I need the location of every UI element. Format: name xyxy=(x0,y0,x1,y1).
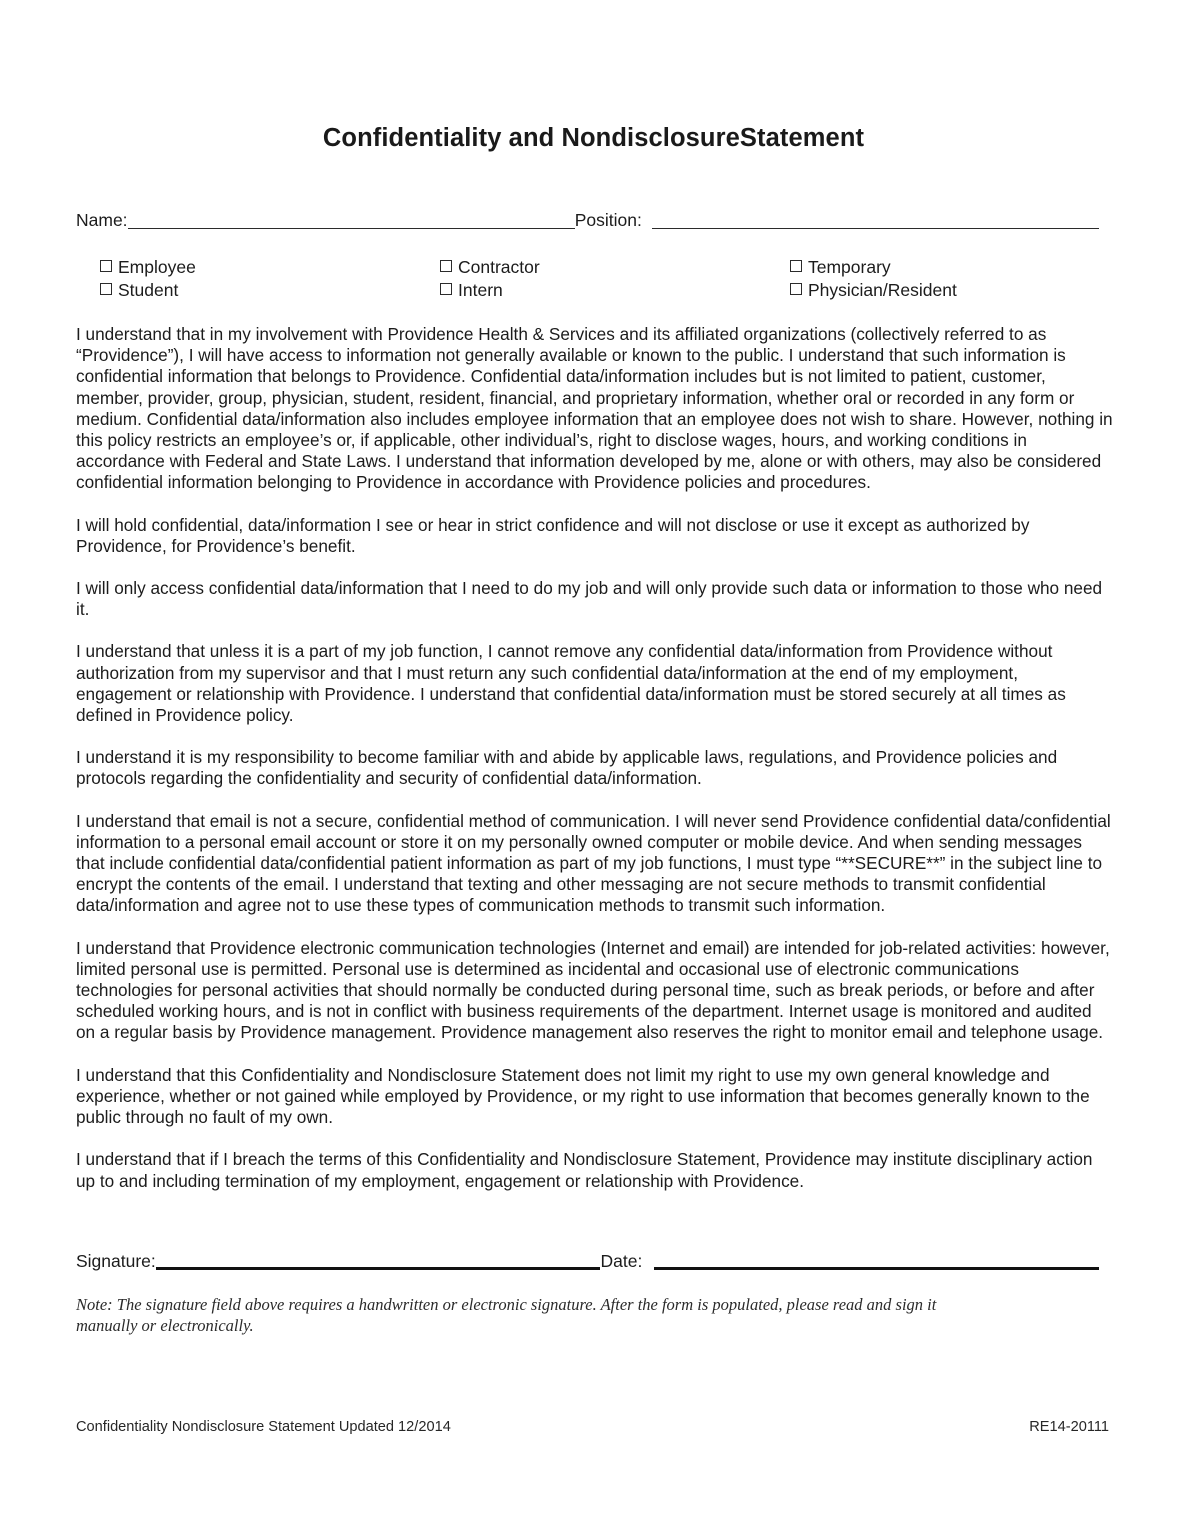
checkbox-icon[interactable] xyxy=(440,283,452,295)
paragraph: I will hold confidential, data/information I see or hear in strict confidence and will not disclose or use it except as authorized by Providence, for Providence’s benefit. xyxy=(76,514,1030,556)
paragraph: I understand that unless it is a part of my job function, I cannot remove any confidential data/information from Providence without authorization from my supervisor and that I must return any such confidential data/information at the end of my employment, engagement or relationship with Providence. I understand that confidential data/information must be stored securely at all times as defined in Providence policy. xyxy=(76,641,1066,726)
name-position-row xyxy=(76,211,1099,230)
agreement-body xyxy=(76,324,1115,1192)
checkbox-label: Temporary xyxy=(808,257,891,277)
checkbox-student[interactable] xyxy=(100,279,440,302)
checkbox-temporary[interactable] xyxy=(790,256,1090,279)
checkbox-icon[interactable] xyxy=(100,283,112,295)
date-input[interactable] xyxy=(654,1249,1099,1270)
paragraph: I will only access confidential data/information that I need to do my job and will only provide such data or information to those who need it. xyxy=(76,578,1103,620)
checkbox-label: Physician/Resident xyxy=(808,280,957,300)
signature-date-row xyxy=(76,1249,1099,1271)
page-footer xyxy=(76,1419,1109,1435)
role-checkbox-group xyxy=(100,256,1100,302)
paragraph: I understand that email is not a secure, confidential method of communication. I will never send Providence confidential data/confidential information to a personal email account or store it on my personally owned computer or mobile device. And when sending messages that include confidential data/confidential patient information as part of my job functions, I must type “**SECURE**” in the subject line to encrypt the contents of the email. I understand that texting and other messaging are not secure methods to transmit confidential data/information and agree not to use these types of communication methods to transmit such information. xyxy=(76,810,1111,916)
position-label: Position: xyxy=(574,209,642,230)
checkbox-icon[interactable] xyxy=(790,260,802,272)
page-title: Confidentiality and NondisclosureStatement xyxy=(322,124,865,152)
checkbox-row-2 xyxy=(100,279,1100,302)
checkbox-label: Contractor xyxy=(458,257,540,277)
signature-note: Note: The signature field above requires a handwritten or electronic signature. After the form is populated, please read and sign it manually or electronically. xyxy=(76,1295,937,1335)
paragraph: I understand that Providence electronic communication technologies (Internet and email) are intended for job-related activities: however, limited personal use is permitted. Personal use is determined as incidental and occasional use of electronic communications technologies for personal activities that should normally be conducted during personal time, such as break periods, or before and after scheduled working hours, and is not in conflict with business requirements of the department. Internet usage is monitored and audited on a regular basis by Providence management. Providence management also reserves the right to monitor email and telephone usage. xyxy=(76,937,1110,1043)
signature-label: Signature: xyxy=(76,1250,156,1271)
paragraph: I understand that this Confidentiality and Nondisclosure Statement does not limit my right to use my own general knowledge and experience, whether or not gained while employed by Providence, or my right to use information that becomes generally known to the public through no fault of my own. xyxy=(76,1064,1090,1128)
checkbox-icon[interactable] xyxy=(100,260,112,272)
signature-input[interactable] xyxy=(156,1249,601,1270)
checkbox-label: Student xyxy=(118,280,179,300)
paragraph: I understand it is my responsibility to become familiar with and abide by applicable laws, regulations, and Providence policies and protocols regarding the confidentiality and security of confidential data/information. xyxy=(76,747,1058,789)
name-label: Name: xyxy=(76,209,128,230)
checkbox-row-1 xyxy=(100,256,1100,279)
date-label: Date: xyxy=(600,1250,643,1271)
position-input[interactable] xyxy=(652,211,1099,229)
checkbox-icon[interactable] xyxy=(790,283,802,295)
checkbox-physician-resident[interactable] xyxy=(790,279,1090,302)
checkbox-contractor[interactable] xyxy=(440,256,790,279)
checkbox-label: Employee xyxy=(118,257,196,277)
name-input[interactable] xyxy=(128,211,575,229)
footer-left-text: Confidentiality Nondisclosure Statement Updated 12/2014 xyxy=(76,1419,451,1435)
checkbox-icon[interactable] xyxy=(440,260,452,272)
paragraph: I understand that in my involvement with Providence Health & Services and its affiliated organizations (collectively referred to as “Providence”), I will have access to information not generally available or known to the public. I understand that such information is confidential information that belongs to Providence. Confidential data/information includes but is not limited to patient, customer, member, provider, group, physician, student, resident, financial, and proprietary information, whether oral or recorded in any form or medium. Confidential data/information also includes employee information that an employee does not wish to share. However, nothing in this policy restricts an employee’s or, if applicable, other individual’s, right to disclose wages, hours, and working conditions in accordance with Federal and State Laws. I understand that information developed by me, alone or with others, may also be considered confidential information belonging to Providence in accordance with Providence policies and procedures. xyxy=(76,324,1113,493)
checkbox-label: Intern xyxy=(458,280,503,300)
footer-right-text: RE14-20111 xyxy=(1029,1419,1109,1435)
checkbox-intern[interactable] xyxy=(440,279,790,302)
paragraph: I understand that if I breach the terms of this Confidentiality and Nondisclosure Statement, Providence may institute disciplinary action up to and including termination of my employment, engagement or relationship with Providence. xyxy=(76,1149,1093,1191)
checkbox-employee[interactable] xyxy=(100,256,440,279)
